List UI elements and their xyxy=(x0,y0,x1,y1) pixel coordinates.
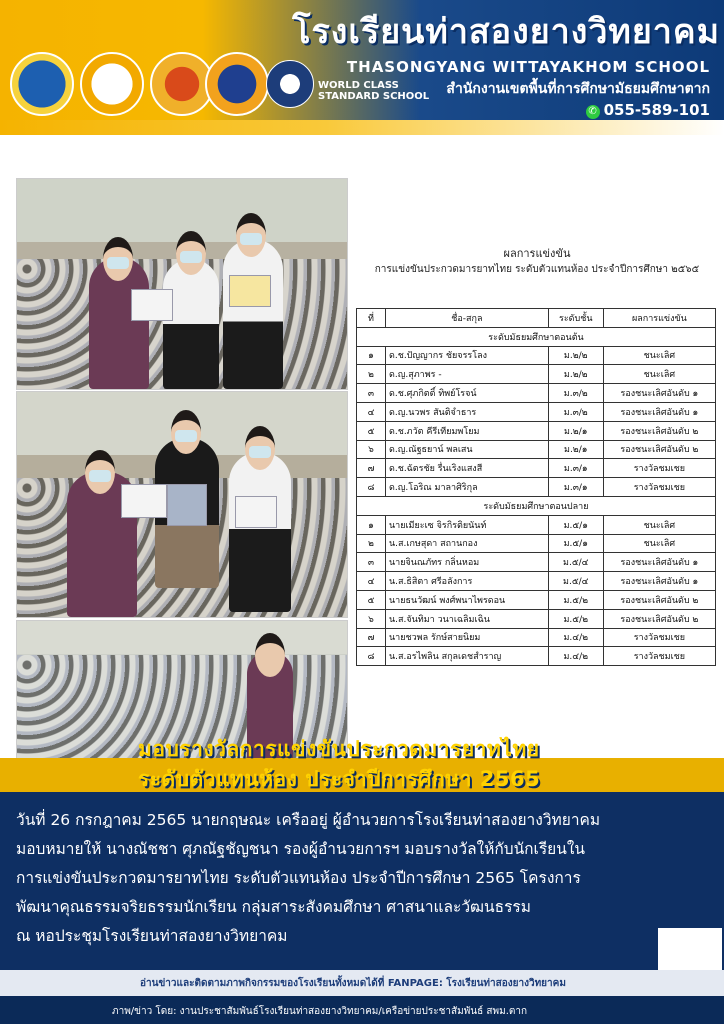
table-row xyxy=(357,478,716,497)
mask xyxy=(249,446,271,458)
wsc-line-1: WORLD CLASS xyxy=(318,80,399,91)
paragraph-line: พัฒนาคุณธรรมจริยธรรมนักเรียน กลุ่มสาระสังคมศึกษา ศาสนาและวัฒนธรรม xyxy=(16,898,531,916)
row-number: ๔ xyxy=(357,572,386,591)
row-number: ๕ xyxy=(357,421,386,440)
section-row xyxy=(357,496,716,515)
table-row xyxy=(357,609,716,628)
mask xyxy=(89,470,111,482)
award-result: รองชนะเลิศอันดับ ๑ xyxy=(603,384,715,403)
phone-icon: ✆ xyxy=(586,105,600,119)
results-subtitle: การแข่งขันประกวดมารยาทไทย ระดับตัวแทนห้อง ประจำปีการศึกษา ๒๕๖๕ xyxy=(374,264,700,275)
row-number: ๘ xyxy=(357,478,386,497)
caption-line-2: ระดับตัวแทนห้อง ประจำปีการศึกษา 2565 xyxy=(138,767,541,791)
table-row xyxy=(357,515,716,534)
class-level: ม.๒/๑ xyxy=(548,440,603,459)
certificate xyxy=(121,484,167,518)
network-logo-icon xyxy=(10,52,74,116)
table-row xyxy=(357,553,716,572)
table-row xyxy=(357,590,716,609)
table-row xyxy=(357,459,716,478)
education-office: สำนักงานเขตพื้นที่การศึกษามัธยมศึกษาตาก xyxy=(446,81,710,97)
award-photo-1 xyxy=(16,178,348,390)
mask xyxy=(240,233,262,245)
award-result: รางวัลชมเชย xyxy=(603,647,715,666)
school-name-thai: โรงเรียนท่าสองยางวิทยาคม xyxy=(292,12,720,52)
award-result: รองชนะเลิศอันดับ ๑ xyxy=(603,553,715,572)
footer-fanpage-text: อ่านข่าวและติดตามภาพกิจกรรมของโรงเรียนทั้งหมดได้ที่ FANPAGE: โรงเรียนท่าสองยางวิทยาคม xyxy=(140,978,566,989)
class-level: ม.๕/๒ xyxy=(548,590,603,609)
award-result: รางวัลชมเชย xyxy=(603,459,715,478)
table-row xyxy=(357,572,716,591)
results-table xyxy=(356,308,716,666)
row-number: ๓ xyxy=(357,384,386,403)
school-crest-logo-icon xyxy=(80,52,144,116)
student-name: น.ส.เกษสุดา สถานกอง xyxy=(386,534,549,553)
col-header-level: ระดับชั้น xyxy=(548,309,603,328)
results-table-body xyxy=(357,327,716,665)
student-name: ด.ช.ปัญญากร ชัยจรรโลง xyxy=(386,346,549,365)
row-number: ๘ xyxy=(357,647,386,666)
student-name: ด.ช.ภวัต คีรีเทียมพโยม xyxy=(386,421,549,440)
student-name: ด.ญ.นวพร สันติจำธาร xyxy=(386,402,549,421)
table-row xyxy=(357,402,716,421)
table-row xyxy=(357,421,716,440)
class-level: ม.๓/๑ xyxy=(548,478,603,497)
award-result: รองชนะเลิศอันดับ ๒ xyxy=(603,590,715,609)
table-row xyxy=(357,346,716,365)
table-row xyxy=(357,384,716,403)
class-level: ม.๓/๒ xyxy=(548,402,603,421)
phone-number xyxy=(560,101,710,119)
table-row xyxy=(357,534,716,553)
row-number: ๗ xyxy=(357,459,386,478)
class-level: ม.๕/๑ xyxy=(548,534,603,553)
student-name: นายเมียะเซ จิรกิรติยนันท์ xyxy=(386,515,549,534)
col-header-result: ผลการแข่งขัน xyxy=(603,309,715,328)
student-name: น.ส.จันทิมา วนาเฉลิมเฉิน xyxy=(386,609,549,628)
caption-line-1: มอบรางวัลการแข่งขันประกวดมารยาทไทย xyxy=(138,737,540,761)
student-name: ด.ญ.สุภาพร - xyxy=(386,365,549,384)
student-name: น.ส.ธิสิตา ศรีอลังการ xyxy=(386,572,549,591)
award-result: รองชนะเลิศอันดับ ๑ xyxy=(603,572,715,591)
award-result: รางวัลชมเชย xyxy=(603,628,715,647)
world-class-logo xyxy=(318,80,429,102)
row-number: ๓ xyxy=(357,553,386,572)
paragraph-line: ณ หอประชุมโรงเรียนท่าสองยางวิทยาคม xyxy=(16,927,288,945)
class-level: ม.๒/๒ xyxy=(548,365,603,384)
student-name: ด.ช.ฉัตรชัย รื่นเริงแสงสี xyxy=(386,459,549,478)
section-label: ระดับมัธยมศึกษาตอนต้น xyxy=(357,327,716,346)
row-number: ๑ xyxy=(357,515,386,534)
award-result: รองชนะเลิศอันดับ ๒ xyxy=(603,421,715,440)
row-number: ๒ xyxy=(357,365,386,384)
student-figure xyxy=(229,452,291,612)
mask xyxy=(180,251,202,263)
section-label: ระดับมัธยมศึกษาตอนปลาย xyxy=(357,496,716,515)
award-result: ชนะเลิศ xyxy=(603,515,715,534)
certificate xyxy=(229,275,271,307)
student-name: ด.ช.ศุภกิตติ์ ทิพย์โรจน์ xyxy=(386,384,549,403)
award-result: ชนะเลิศ xyxy=(603,365,715,384)
class-level: ม.๔/๒ xyxy=(548,647,603,666)
gift-package xyxy=(167,484,207,526)
row-number: ๖ xyxy=(357,609,386,628)
table-row xyxy=(357,647,716,666)
student-name: นายชวพล รักษ์สายนิยม xyxy=(386,628,549,647)
teacher-head xyxy=(255,633,285,677)
award-result: ชนะเลิศ xyxy=(603,534,715,553)
student-name: นายจินณภัทร กลิ่นหอม xyxy=(386,553,549,572)
section-row xyxy=(357,327,716,346)
class-level: ม.๒/๒ xyxy=(548,346,603,365)
row-number: ๕ xyxy=(357,590,386,609)
row-number: ๒ xyxy=(357,534,386,553)
award-result: รางวัลชมเชย xyxy=(603,478,715,497)
table-header-row xyxy=(357,309,716,328)
news-paragraph xyxy=(16,806,706,951)
row-number: ๖ xyxy=(357,440,386,459)
paragraph-line: วันที่ 26 กรกฎาคม 2565 นายกฤษณะ เครืออยู่ ผู้อำนวยการโรงเรียนท่าสองยางวิทยาคม xyxy=(16,811,601,829)
award-result: รองชนะเลิศอันดับ ๒ xyxy=(603,440,715,459)
award-result: รองชนะเลิศอันดับ ๑ xyxy=(603,402,715,421)
mask xyxy=(175,430,197,442)
class-level: ม.๓/๑ xyxy=(548,459,603,478)
table-row xyxy=(357,440,716,459)
results-title: ผลการแข่งขัน xyxy=(503,247,571,260)
student-name: ด.ญ.โอริณ มาลาศิริกุล xyxy=(386,478,549,497)
student-name: นายธนวัฒน์ พงศ์พนาไพรดอน xyxy=(386,590,549,609)
table-row xyxy=(357,628,716,647)
class-level: ม.๕/๔ xyxy=(548,553,603,572)
student-name: ด.ญ.ณัฐธยาน์ พลเสน xyxy=(386,440,549,459)
paragraph-line: การแข่งขันประกวดมารยาทไทย ระดับตัวแทนห้อง ประจำปีการศึกษา 2565 โครงการ xyxy=(16,869,581,887)
class-level: ม.๒/๑ xyxy=(548,421,603,440)
col-header-no: ที่ xyxy=(357,309,386,328)
student-name: น.ส.อรไพลิน สกุลเดชสำราญ xyxy=(386,647,549,666)
row-number: ๑ xyxy=(357,346,386,365)
footer-credit-text: ภาพ/ข่าว โดย: งานประชาสัมพันธ์โรงเรียนท่าสองยางวิทยาคม/เครือข่ายประชาสัมพันธ์ สพม.ตาก xyxy=(112,1006,528,1017)
wsc-line-2: STANDARD SCHOOL xyxy=(318,91,430,102)
student-figure xyxy=(163,259,219,389)
award-result: ชนะเลิศ xyxy=(603,346,715,365)
class-level: ม.๕/๔ xyxy=(548,572,603,591)
student-figure xyxy=(223,239,283,389)
mask xyxy=(107,257,129,269)
results-document xyxy=(352,178,722,758)
school-name-english: THASONGYANG WITTAYAKHOM SCHOOL xyxy=(346,58,710,76)
certificate xyxy=(131,289,173,321)
certificate xyxy=(235,496,277,528)
district-logo-icon xyxy=(205,52,269,116)
class-level: ม.๓/๒ xyxy=(548,384,603,403)
globe-icon xyxy=(266,60,314,108)
award-result: รองชนะเลิศอันดับ ๒ xyxy=(603,609,715,628)
phone-text: 055-589-101 xyxy=(603,101,710,119)
caption xyxy=(0,730,724,792)
row-number: ๗ xyxy=(357,628,386,647)
col-header-name: ชื่อ-สกุล xyxy=(386,309,549,328)
paragraph-line: มอบหมายให้ นางณัชชา ศุภณัฐชัญชนา รองผู้อำนวยการฯ มอบรางวัลให้กับนักเรียนใน xyxy=(16,840,586,858)
row-number: ๔ xyxy=(357,402,386,421)
award-photo-2 xyxy=(16,391,348,618)
class-level: ม.๕/๒ xyxy=(548,609,603,628)
class-level: ม.๔/๒ xyxy=(548,628,603,647)
class-level: ม.๕/๑ xyxy=(548,515,603,534)
table-row xyxy=(357,365,716,384)
